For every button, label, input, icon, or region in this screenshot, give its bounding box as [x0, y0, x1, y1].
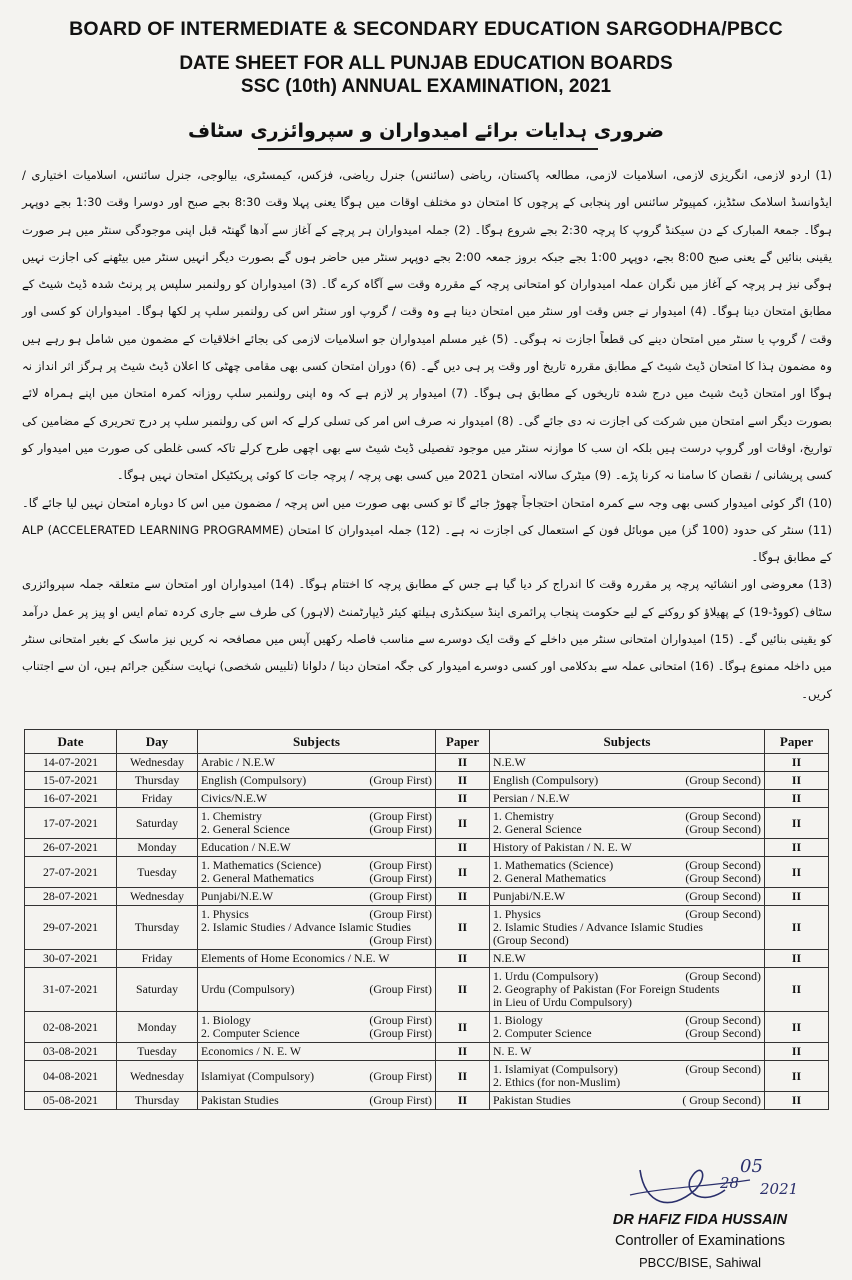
subject-line [201, 952, 432, 965]
subject-line [493, 872, 761, 885]
paper-first-cell: II [436, 906, 490, 950]
paper-first-cell: II [436, 839, 490, 857]
subject-name: 2. Islamic Studies / Advance Islamic Studies [493, 920, 704, 934]
day-cell: Saturday [117, 968, 198, 1012]
header-day: Day [117, 730, 198, 754]
subject-name: 2. Computer Science [493, 1026, 592, 1040]
subject-name: History of Pakistan / N. E. W [493, 840, 632, 854]
subjects-first-cell [198, 1092, 436, 1110]
paper-first-cell: II [436, 1061, 490, 1092]
subject-line [493, 1076, 761, 1089]
table-row [25, 1043, 829, 1061]
subject-group: (Group Second) [685, 907, 761, 921]
subject-name: 1. Biology [493, 1013, 543, 1027]
subject-name: 1. Mathematics (Science) [493, 858, 614, 872]
table-row [25, 839, 829, 857]
date-cell: 31-07-2021 [25, 968, 117, 1012]
subject-group [426, 792, 432, 805]
subject-line [201, 934, 432, 947]
subjects-second-cell [490, 772, 765, 790]
table-row [25, 772, 829, 790]
subject-group [755, 934, 761, 947]
subject-group: (Group Second) [685, 969, 761, 983]
header-paper-first: Paper [436, 730, 490, 754]
date-cell: 16-07-2021 [25, 790, 117, 808]
subject-name: English (Compulsory) [493, 773, 599, 787]
date-cell: 27-07-2021 [25, 857, 117, 888]
paper-second-cell: II [765, 754, 829, 772]
paper-second-cell: II [765, 790, 829, 808]
paper-first-cell: II [436, 1012, 490, 1043]
subject-name: Education / N.E.W [201, 840, 291, 854]
subjects-first-cell [198, 888, 436, 906]
day-cell: Monday [117, 839, 198, 857]
subject-group: (Group Second) [685, 871, 761, 885]
subject-line [201, 1045, 432, 1058]
day-cell: Wednesday [117, 1061, 198, 1092]
subject-name: N.E.W [493, 951, 526, 965]
subjects-first-cell [198, 968, 436, 1012]
subject-name: 1. Urdu (Compulsory) [493, 969, 599, 983]
subject-name: English (Compulsory) [201, 773, 307, 787]
table-row [25, 968, 829, 1012]
subject-group [755, 952, 761, 965]
table-row [25, 906, 829, 950]
day-cell: Thursday [117, 772, 198, 790]
subjects-second-cell [490, 1061, 765, 1092]
datesheet-title-line2: SSC (10th) ANNUAL EXAMINATION, 2021 [240, 76, 612, 97]
subject-group: (Group First) [369, 1068, 432, 1083]
header-subjects-first: Subjects [198, 730, 436, 754]
signatory-office: PBCC/BISE, Sahiwal [638, 1255, 762, 1270]
subject-line [493, 952, 761, 965]
subject-line [493, 1045, 761, 1058]
subject-group: (Group First) [369, 871, 432, 885]
subject-line [493, 841, 761, 854]
subjects-first-cell [198, 808, 436, 839]
subjects-first-cell [198, 1061, 436, 1092]
table-row [25, 1012, 829, 1043]
subject-name: N. E. W [493, 1044, 532, 1058]
date-cell: 30-07-2021 [25, 950, 117, 968]
table-row [25, 857, 829, 888]
header-subjects-second: Subjects [490, 730, 765, 754]
subject-group [755, 756, 761, 769]
subjects-second-cell [490, 968, 765, 1012]
subject-group [755, 983, 761, 996]
date-cell: 15-07-2021 [25, 772, 117, 790]
paper-first-cell: II [436, 857, 490, 888]
board-title: BOARD OF INTERMEDIATE & SECONDARY EDUCATION SARGODHA/PBCC [69, 18, 783, 40]
paper-first-cell: II [436, 968, 490, 1012]
instructions-paragraph: (1) اردو لازمی، انگریزی لازمی، اسلامیات لازمی، مطالعہ پاکستان، ریاضی (سائنس) جنرل ریاضی، فزکس، کیمسٹری، بیالوجی، جنرل سائنس، اسلامیات اختیاری / ایڈوانسڈ اسلامک سٹڈیز، کمپیوٹر سائنس اور پنجابی کے پرچوں کا امتحان دو مختلف اوقات میں ہوگا یعنی پہلا وقت 8:30 بجے صبح اور دوسرا وقت 1:30 بجے دوپہر ہوگا۔ جمعۃ المبارک کے دن سیکنڈ گروپ کا پرچہ 2:30 بجے شروع ہوگا۔ (2) جملہ امیدواران ہر پرچے کے آغاز سے آدھا گھنٹہ قبل اپنی موجودگی سنٹر میں ہر صورت یقینی بنائیں گے یعنی صبح 8:00 بجے، دوپہر 1:00 بجے جبکہ بروز جمعہ 2:00 بجے دوپہر سنٹر میں حاضر ہوں گے بصورت دیگر انہیں سنٹر میں بیٹھنے کی اجازت نہیں ہوگی نیز ہر پرچہ کے آغاز میں نگران عملہ امیدواران کو امتحانی پرچہ کے مقررہ وقت سے آگاہ کرے گا۔ (3) امیدواران کو رولنمبر سلپس پر پرنٹ شدہ ڈیٹ شیٹ کے مطابق امتحان دینا ہوگا۔ (4) امیدوار نے جس وقت اور سنٹر میں امتحان دینا ہے وہ وقت / گروپ اور سنٹر اس کی رولنمبر سلپ پر لکھا ہوگا۔ امیدواران کو کسی اور وقت / گروپ یا سنٹر میں امتحان دینے کی قطعاً اجازت نہ ہوگی۔ (5) غیر مسلم امیدواران جو اسلامیات لازمی کی بجائے اخلاقیات کے مضمون میں شامل ہو رہے ہیں وہ مضمون ہذا کا امتحان ڈیٹ شیٹ کے مطابق مقررہ تاریخ اور وقت پر ہی دیں گے۔ (6) دوران امتحان کسی بھی مقامی چھٹی کا اعلان ڈیٹ شیٹ پر ہرگز اثر انداز نہ ہوگا اور امتحان ڈیٹ شیٹ میں درج شدہ تاریخوں کے مطابق ہی ہوگا۔ (7) امیدوار پر لازم ہے کہ وہ اپنی رولنمبر سلپ روزانہ کمرہ امتحان میں اپنے ہمراہ لائے بصورت دیگر اسے امتحان میں شرکت کی اجازت نہ دی جائے گی۔ (8) امیدوار نہ صرف اس امر کی تسلی کرلے کہ اس کی رولنمبر سلپ پر درج تحریری کے مضامین کی تواریخ، اوقات اور گروپ درست ہیں بلکہ ان سب کا موازنہ سنٹر میں موجود تفصیلی ڈیٹ شیٹ سے بھی اچھی طرح کرلے تاکہ کسی غلطی کی صورت میں امیدوار کو کسی پریشانی / نقصان کا سامنا نہ کرنا پڑے۔ (9) میٹرک سالانہ امتحان 2021 میں کسی بھی پرچہ / پرچہ جات کا کوئی پریکٹیکل امتحان نہیں ہوگا۔ [22, 168, 833, 483]
paper-first-cell: II [436, 888, 490, 906]
heading-underline [258, 148, 598, 150]
subject-line [201, 872, 432, 885]
date-cell: 17-07-2021 [25, 808, 117, 839]
instructions-paragraph: (13) معروضی اور انشائیہ پرچہ پر مقررہ وقت کا اندراج کر دیا گیا ہے جس کے مطابق پرچہ کا اختتام ہوگا۔ (14) امیدواران اور امتحان سے متعلقہ جملہ سپروائزری سٹاف (کووڈ-19) کے پھیلاؤ کو روکنے کے لیے حکومت پنجاب پرائمری اینڈ سیکنڈری ہیلتھ کیئر ڈیپارٹمنٹ (لاہور) کی طرف سے جاری کردہ تمام ایس او پیز پر عمل درآمد کو یقینی بنائیں گے۔ (15) امیدواران امتحانی سنٹر میں داخلے کے وقت ایک دوسرے سے مناسب فاصلہ رکھیں آپس میں مصافحہ نہ کریں نیز ماسک کے بغیر امتحانی سنٹر میں داخلہ ممنوع ہوگا۔ (16) امتحانی عملہ سے بدکلامی اور کسی دوسرے امیدوار کی جگہ امتحان دینا / دلوانا (تلبیس شخصی) نہایت سنگین جرائم ہیں، ان سے اجتناب کریں۔ [22, 577, 833, 701]
paper-second-cell: II [765, 839, 829, 857]
subject-group [755, 996, 761, 1009]
subject-name: Punjabi/N.E.W [201, 889, 274, 903]
subject-group: (Group Second) [685, 773, 761, 787]
subject-group: (Group First) [369, 822, 432, 836]
subject-line [493, 756, 761, 769]
day-cell: Thursday [117, 1092, 198, 1110]
subject-group: (Group Second) [685, 1062, 761, 1076]
signatory-title: Controller of Examinations [614, 1233, 786, 1249]
table-row [25, 888, 829, 906]
day-cell: Thursday [117, 906, 198, 950]
subject-group [426, 952, 432, 965]
subjects-first-cell [198, 772, 436, 790]
subject-name: 2. General Mathematics [493, 871, 607, 885]
subject-group [755, 1045, 761, 1058]
subject-line [493, 1027, 761, 1040]
subjects-first-cell [198, 1043, 436, 1061]
subject-name: Pakistan Studies [493, 1093, 571, 1107]
subject-group: (Group First) [369, 1093, 432, 1107]
paper-second-cell: II [765, 1043, 829, 1061]
subject-group: (Group First) [369, 809, 432, 823]
day-cell: Saturday [117, 808, 198, 839]
subject-line [201, 890, 432, 903]
instructions-heading: ضروری ہدایات برائے امیدواران و سپروائزری سٹاف [187, 120, 665, 142]
day-cell: Wednesday [117, 754, 198, 772]
day-cell: Wednesday [117, 888, 198, 906]
subject-group: (Group First) [369, 1026, 432, 1040]
paper-second-cell: II [765, 1012, 829, 1043]
subject-group: (Group Second) [685, 858, 761, 872]
subject-line [493, 890, 761, 903]
subject-group: (Group Second) [685, 889, 761, 903]
subjects-second-cell [490, 906, 765, 950]
subjects-first-cell [198, 790, 436, 808]
instructions-paragraph: (10) اگر کوئی امیدوار کسی بھی وجہ سے کمرہ امتحان احتجاجاً چھوڑ جائے گا تو کسی بھی صورت میں اس پرچہ / مضمون میں اس کا دوبارہ امتحان نہیں لیا جائے گا۔ (11) سنٹر کی حدود (100 گز) میں موبائل فون کے استعمال کی اجازت نہ ہے۔ (12) جملہ امیدواران کا امتحان ALP (ACCELERATED LEARNING PROGRAMME) کے مطابق ہوگا۔ [22, 495, 833, 565]
subject-group [426, 841, 432, 854]
date-cell: 28-07-2021 [25, 888, 117, 906]
table-row [25, 950, 829, 968]
subject-group: (Group First) [369, 933, 432, 947]
subjects-first-cell [198, 906, 436, 950]
subject-group: (Group First) [369, 889, 432, 903]
paper-first-cell: II [436, 950, 490, 968]
subject-group: (Group First) [369, 907, 432, 921]
subject-line [201, 792, 432, 805]
subject-group [426, 756, 432, 769]
paper-second-cell: II [765, 857, 829, 888]
subjects-second-cell [490, 754, 765, 772]
table-row [25, 1092, 829, 1110]
subjects-second-cell [490, 857, 765, 888]
paper-first-cell: II [436, 1092, 490, 1110]
signature-date-2021: 2021 [760, 1180, 799, 1198]
subject-line [493, 1094, 761, 1107]
subject-group [755, 1076, 761, 1089]
paper-second-cell: II [765, 772, 829, 790]
subject-group: (Group First) [369, 773, 432, 787]
subject-name: 2. General Mathematics [201, 871, 315, 885]
subjects-second-cell [490, 1012, 765, 1043]
subject-group [755, 792, 761, 805]
day-cell: Tuesday [117, 1043, 198, 1061]
subject-name: Civics/N.E.W [201, 791, 268, 805]
table-row [25, 808, 829, 839]
table-row [25, 754, 829, 772]
paper-second-cell: II [765, 968, 829, 1012]
paper-second-cell: II [765, 808, 829, 839]
subjects-first-cell [198, 950, 436, 968]
signature-date-05: 05 [740, 1156, 763, 1177]
subject-name: 1. Mathematics (Science) [201, 858, 322, 872]
subject-name: 1. Islamiyat (Compulsory) [493, 1062, 618, 1076]
date-cell: 05-08-2021 [25, 1092, 117, 1110]
subject-group: ( Group Second) [682, 1093, 761, 1107]
subject-line [201, 1094, 432, 1107]
header-date: Date [25, 730, 117, 754]
subject-group [426, 1045, 432, 1058]
date-cell: 14-07-2021 [25, 754, 117, 772]
subject-name: 2. Islamic Studies / Advance Islamic Studies [201, 920, 412, 934]
table-row [25, 790, 829, 808]
paper-first-cell: II [436, 772, 490, 790]
subject-name: 1. Physics [493, 907, 541, 921]
subject-name: 2. General Science [493, 822, 582, 836]
paper-second-cell: II [765, 888, 829, 906]
subject-group: (Group Second) [685, 1013, 761, 1027]
subject-group: (Group First) [369, 982, 432, 996]
subject-line [201, 823, 432, 836]
subject-group [755, 921, 761, 934]
date-cell: 02-08-2021 [25, 1012, 117, 1043]
subjects-second-cell [490, 888, 765, 906]
date-cell: 26-07-2021 [25, 839, 117, 857]
subjects-first-cell [198, 839, 436, 857]
subjects-second-cell [490, 839, 765, 857]
subject-group: (Group Second) [685, 822, 761, 836]
day-cell: Monday [117, 1012, 198, 1043]
paper-second-cell: II [765, 1061, 829, 1092]
paper-second-cell: II [765, 906, 829, 950]
day-cell: Friday [117, 790, 198, 808]
subject-line [493, 996, 761, 1009]
subject-name: 2. Computer Science [201, 1026, 300, 1040]
date-sheet-table [24, 729, 829, 1110]
instructions-block [22, 162, 832, 708]
subjects-first-cell [198, 857, 436, 888]
subject-name: Islamiyat (Compulsory) [201, 1068, 315, 1083]
subject-name: 2. Geography of Pakistan (For Foreign Students [493, 982, 720, 996]
subject-group: (Group First) [369, 858, 432, 872]
subject-name: in Lieu of Urdu Compulsory) [493, 995, 632, 1009]
subject-name: 1. Biology [201, 1013, 251, 1027]
paper-first-cell: II [436, 790, 490, 808]
subject-name: Elements of Home Economics / N.E. W [201, 951, 390, 965]
subject-name: Persian / N.E.W [493, 791, 570, 805]
table-row [25, 1061, 829, 1092]
table-header-row [25, 730, 829, 754]
subjects-second-cell [490, 950, 765, 968]
datesheet-title-line1: DATE SHEET FOR ALL PUNJAB EDUCATION BOARDS [179, 53, 673, 74]
subject-line [493, 774, 761, 787]
day-cell: Friday [117, 950, 198, 968]
subject-name: Economics / N. E. W [201, 1044, 302, 1058]
subject-line [201, 1027, 432, 1040]
subject-group: (Group First) [369, 1013, 432, 1027]
subjects-first-cell [198, 1012, 436, 1043]
signatory-name: DR HAFIZ FIDA HUSSAIN [612, 1212, 788, 1228]
paper-second-cell: II [765, 950, 829, 968]
subjects-second-cell [490, 1043, 765, 1061]
subject-name: 1. Chemistry [493, 809, 554, 823]
subject-line [201, 983, 432, 996]
subject-line [201, 1070, 432, 1083]
subject-name: 1. Physics [201, 907, 249, 921]
subject-name: Punjabi/N.E.W [493, 889, 566, 903]
subject-name: Pakistan Studies [201, 1093, 279, 1107]
subject-name: Urdu (Compulsory) [201, 982, 295, 996]
header-paper-second: Paper [765, 730, 829, 754]
subject-group [755, 841, 761, 854]
datesheet-title [0, 52, 852, 98]
subjects-first-cell [198, 754, 436, 772]
paper-second-cell: II [765, 1092, 829, 1110]
subject-line [201, 756, 432, 769]
day-cell: Tuesday [117, 857, 198, 888]
subject-line [201, 774, 432, 787]
subject-line [493, 823, 761, 836]
date-cell: 29-07-2021 [25, 906, 117, 950]
subject-name: N.E.W [493, 755, 526, 769]
subjects-second-cell [490, 808, 765, 839]
subject-line [493, 792, 761, 805]
subject-line [493, 934, 761, 947]
paper-first-cell: II [436, 1043, 490, 1061]
table-body [25, 754, 829, 1110]
subject-name: 2. Ethics (for non-Muslim) [493, 1075, 621, 1089]
subject-group: (Group Second) [685, 1026, 761, 1040]
subject-name: (Group Second) [493, 933, 569, 947]
subject-group: (Group Second) [685, 809, 761, 823]
paper-first-cell: II [436, 808, 490, 839]
date-cell: 04-08-2021 [25, 1061, 117, 1092]
signature-date-28: 28 [720, 1174, 740, 1192]
subject-line [201, 841, 432, 854]
date-cell: 03-08-2021 [25, 1043, 117, 1061]
paper-first-cell: II [436, 754, 490, 772]
subject-name: Arabic / N.E.W [201, 755, 276, 769]
handwritten-signature [600, 1150, 820, 1220]
subject-name: 1. Chemistry [201, 809, 262, 823]
subjects-second-cell [490, 1092, 765, 1110]
subject-name: 2. General Science [201, 822, 290, 836]
subjects-second-cell [490, 790, 765, 808]
